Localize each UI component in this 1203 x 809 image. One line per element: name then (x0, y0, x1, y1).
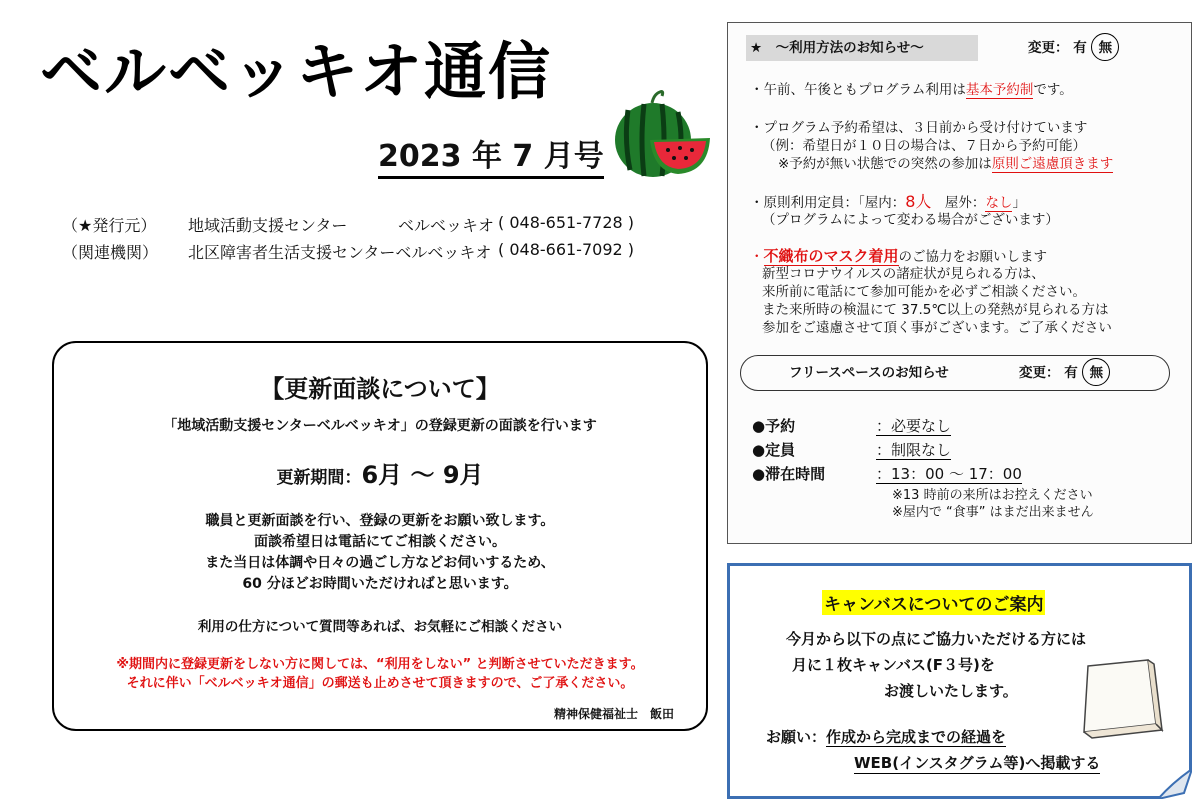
text: 屋外： (931, 195, 986, 211)
renewal-intro: 「地域活動支援センターベルベッキオ」の登録更新の面談を行います (163, 418, 597, 434)
fs-value-reservation: ：必要なし (876, 417, 952, 435)
renewal-warning (54, 655, 706, 693)
usage-line-7 (750, 247, 1047, 266)
related-tel: ( 048-661-7092 ) (498, 240, 634, 259)
usage-heading: ★ 〜利用方法のお知らせ〜 (746, 35, 978, 61)
publisher-tel: ( 048-651-7728 ) (498, 213, 634, 232)
related-row (62, 240, 682, 260)
usage-line-4 (778, 155, 1113, 173)
decline-notice: 原則ご遠慮頂きます (991, 156, 1114, 172)
publisher-name: ベルベッキオ (398, 216, 495, 235)
fs-note-2: ※屋内で “食事” はまだ出来ません (892, 505, 1094, 520)
fs-value-hours: ：13：00 〜 17：00 (876, 465, 1022, 483)
indoor-capacity: 8人 (905, 192, 932, 211)
renewal-period (54, 455, 706, 490)
request-text-2: WEB(インスタグラム等)へ掲載する (854, 754, 1101, 772)
period-value: 6月 〜 9月 (361, 461, 484, 489)
change-label: 変更： (1028, 40, 1069, 56)
fs-label-capacity: ●定員 (752, 441, 796, 459)
renewal-question: 利用の仕方について質問等あれば、お気軽にご相談ください (197, 619, 563, 635)
publisher-row (62, 213, 682, 233)
reservation-required: 基本予約制 (965, 82, 1034, 98)
warning-line: それに伴い「ベルベッキオ通信」の郵送も止めさせて頂きますので、ご了承ください。 (126, 676, 634, 691)
body-line: 職員と更新面談を行い、登録の更新をお願い致します。 (205, 513, 555, 529)
publisher-label: （★発行元） (62, 216, 157, 235)
period-label: 更新期間： (276, 468, 362, 488)
canvas-heading: キャンバスについてのご案内 (822, 590, 1045, 615)
text: ・ (750, 249, 764, 265)
related-label: （関連機関） (62, 243, 159, 262)
usage-line-1 (750, 81, 1073, 99)
text: ・原則利用定員：「屋内： (750, 195, 906, 211)
fs-note-1: ※13 時前の来所はお控えください (892, 488, 1093, 503)
page-curl-icon (1158, 769, 1192, 799)
freespace-heading: フリースペースのお知らせ (789, 365, 949, 381)
body-line: 面談希望日は電話にてご相談ください。 (254, 534, 506, 550)
canvas-line-2: 月に１枚キャンバス(F３号)を (792, 656, 995, 674)
canvas-request (766, 726, 1006, 747)
canvas-line-1: 今月から以下の点にご協力いただける方には (786, 630, 1087, 648)
usage-line-6: （プログラムによって変わる場合がございます） (762, 212, 1059, 228)
change-label: 変更： (1019, 365, 1060, 381)
text: です。 (1033, 82, 1073, 98)
canvas-line-3: お渡しいたします。 (884, 682, 1018, 700)
renewal-signature: 精神保健福祉士 飯田 (553, 707, 674, 721)
usage-info-box (727, 22, 1192, 544)
issue-date: 2023 年 7 月号 (378, 140, 604, 179)
fs-label-hours: ●滞在時間 (752, 465, 826, 483)
text: ・午前、午後ともプログラム利用は (750, 82, 966, 98)
outdoor-capacity: なし (985, 195, 1013, 211)
fs-label-reservation: ●予約 (752, 417, 796, 435)
change-yes: 有 (1073, 40, 1087, 56)
usage-line-5 (750, 193, 1026, 212)
usage-change (1028, 33, 1119, 63)
usage-line-10: また来所時の検温にて 37.5℃以上の発熱が見られる方は (762, 302, 1109, 318)
usage-line-11: 参加をご遠慮させて頂く事がございます。ご了承ください (762, 320, 1112, 336)
newsletter-title: ベルベッキオ通信 (40, 35, 553, 108)
warning-line: ※期間内に登録更新をしない方に関しては、“利用をしない” と判断させていただきます。 (116, 657, 644, 672)
freespace-change (1019, 358, 1110, 388)
renewal-heading: 【更新面談について】 (260, 375, 500, 403)
request-text-1: 作成から完成までの経過を (826, 728, 1007, 746)
text: ※予約が無い状態での突然の参加は (778, 156, 992, 172)
renewal-body (54, 511, 706, 595)
text: 」 (1012, 195, 1026, 211)
usage-line-9: 来所前に電話にて参加可能かを必ずご相談ください。 (762, 284, 1086, 300)
freespace-heading-pill (740, 355, 1170, 391)
watermelon-icon (608, 88, 716, 180)
change-no-circled: 無 (1082, 358, 1110, 386)
fs-value-capacity: ：制限なし (876, 441, 952, 459)
change-yes: 有 (1064, 365, 1078, 381)
usage-line-2: ・プログラム予約希望は、３日前から受け付けています (750, 120, 1088, 136)
body-line: 60 分ほどお時間いただければと思います。 (242, 576, 518, 592)
canvas-board-icon (1078, 658, 1164, 742)
canvas-notice-box (727, 563, 1192, 799)
text: のご協力をお願いします (898, 249, 1048, 265)
usage-line-3: （例：希望日が１０日の場合は、７日から予約可能） (762, 138, 1086, 154)
publisher-org: 地域活動支援センター (188, 216, 348, 235)
body-line: また当日は体調や日々の過ごし方などお伺いするため、 (205, 555, 555, 571)
request-label: お願い： (766, 728, 827, 746)
renewal-notice-box (52, 341, 708, 731)
change-no-circled: 無 (1091, 33, 1119, 61)
mask-notice: 不織布のマスク着用 (763, 247, 899, 265)
usage-line-8: 新型コロナウイルスの諸症状が見られる方は、 (762, 266, 1045, 282)
related-org: 北区障害者生活支援センターベルベッキオ (188, 243, 492, 262)
